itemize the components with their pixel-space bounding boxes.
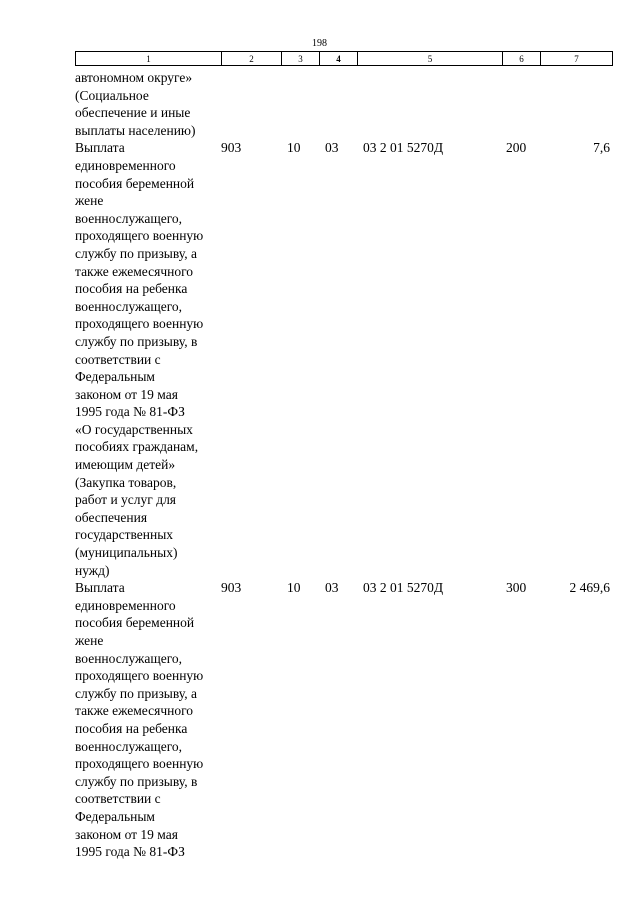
row-grbs: 903 <box>221 140 242 156</box>
table-row <box>75 69 612 139</box>
table-row <box>75 579 612 861</box>
row-sum: 2 469,6 <box>569 580 610 596</box>
row-razdel: 10 <box>287 580 301 596</box>
row-csr <box>357 69 502 139</box>
row-vr <box>502 69 540 139</box>
row-razdel: 10 <box>287 140 301 156</box>
row-sum <box>540 69 612 139</box>
row-name: Выплата единовременного пособия беременной жене военнослужащего, проходящего военную службу по призыву, а также ежемесячного пособия на ребенка военнослужащего, проходящего военную службу по призыву, в соответствии с Федеральным законом от 19 мая 1995 года № 81-ФЗ <box>75 580 204 860</box>
page-number: 198 <box>312 38 327 49</box>
row-podrazdel <box>319 69 357 139</box>
row-vr: 300 <box>506 580 527 596</box>
row-name: автономном округе» (Социальное обеспечение и иные выплаты населению) <box>75 70 196 138</box>
table-row <box>75 139 612 579</box>
row-grbs <box>221 69 281 139</box>
header-col-6: 6 <box>503 52 541 66</box>
header-col-1: 1 <box>76 52 222 66</box>
row-sum: 7,6 <box>593 140 610 156</box>
row-podrazdel: 03 <box>325 580 339 596</box>
header-col-5: 5 <box>358 52 503 66</box>
row-podrazdel: 03 <box>325 140 339 156</box>
column-number-header <box>75 51 613 66</box>
header-col-3: 3 <box>282 52 320 66</box>
header-col-7: 7 <box>541 52 613 66</box>
budget-table <box>75 69 612 861</box>
row-csr: 03 2 01 5270Д <box>363 580 444 596</box>
header-row <box>76 52 613 66</box>
row-vr: 200 <box>506 140 527 156</box>
row-razdel <box>281 69 319 139</box>
row-name: Выплата единовременного пособия беременной жене военнослужащего, проходящего военную службу по призыву, а также ежемесячного пособия на ребенка военнослужащего, проходящего военную службу по призыву, в соответствии с Федеральным законом от 19 мая 1995 года № 81-ФЗ «О государственных пособиях гражданам, имеющим детей» (Закупка товаров, работ и услуг для обеспечения государственных (муниципальных) нужд) <box>75 140 204 578</box>
row-csr: 03 2 01 5270Д <box>363 140 444 156</box>
header-col-4: 4 <box>320 52 358 66</box>
header-col-2: 2 <box>222 52 282 66</box>
row-grbs: 903 <box>221 580 242 596</box>
